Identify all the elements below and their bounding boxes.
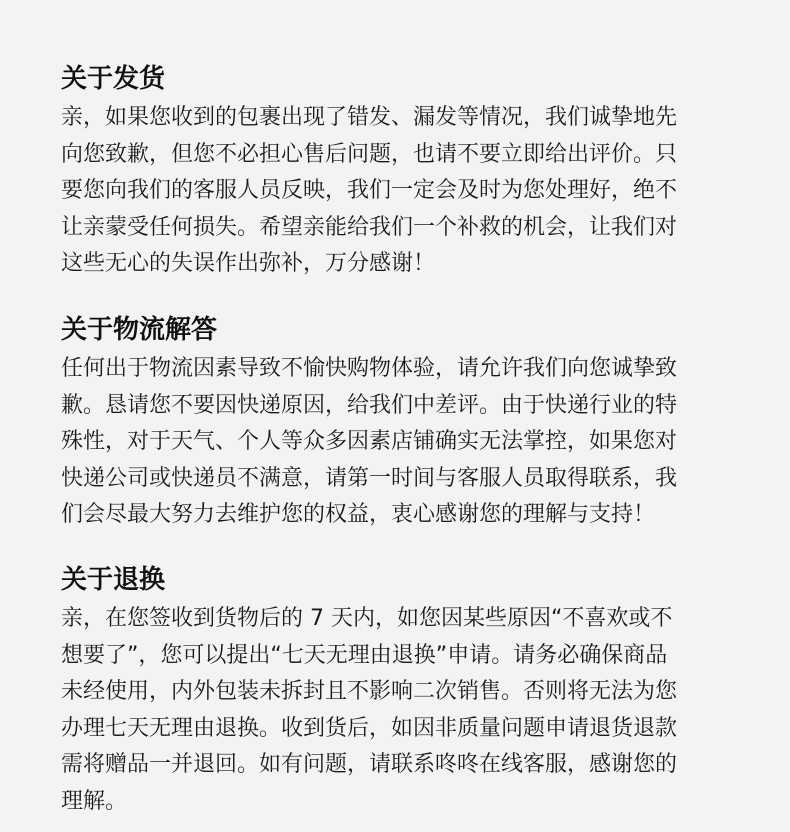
section-returns [61, 563, 741, 821]
text-line: 理解。 [61, 788, 128, 814]
section-body-shipping [61, 100, 741, 283]
text-line: 向您致歉，但您不必担心售后问题，也请不要立即给出评价。只 [61, 141, 678, 167]
text-line: 亲，如果您收到的包裹出现了错发、漏发等情况，我们诚挚地先 [61, 105, 678, 130]
section-title-returns: 关于退换 [61, 565, 166, 595]
text-line: 需将赠品一并退回。如有问题，请联系咚咚在线客服，感谢您的 [61, 752, 678, 778]
section-body-logistics [61, 351, 741, 534]
section-shipping [61, 62, 741, 283]
text-line: 殊性，对于天气、个人等众多因素店铺确实无法掌控，如果您对 [61, 429, 678, 455]
section-title-shipping: 关于发货 [61, 64, 166, 94]
text-line: 亲，在您签收到货物后的 7 天内，如您因某些原因“不喜欢或不 [61, 606, 673, 631]
text-line: 任何出于物流因素导致不愉快购物体验，请允许我们向您诚挚致 [61, 356, 678, 381]
section-logistics [61, 313, 741, 534]
text-line: 未经使用，内外包装未拆封且不影响二次销售。否则将无法为您 [61, 679, 678, 705]
text-line: 快递公司或快递员不满意，请第一时间与客服人员取得联系，我 [61, 465, 678, 491]
text-line: 歉。恳请您不要因快递原因，给我们中差评。由于快递行业的特 [61, 392, 678, 418]
text-line: 这些无心的失误作出弥补，万分感谢！ [61, 251, 436, 277]
text-line: 要您向我们的客服人员反映，我们一定会及时为您处理好，绝不 [61, 178, 678, 204]
text-line: 办理七天无理由退换。收到货后，如因非质量问题申请退货退款 [61, 715, 678, 741]
section-title-logistics: 关于物流解答 [61, 315, 218, 345]
section-body-returns [61, 601, 741, 821]
text-line: 们会尽最大努力去维护您的权益，衷心感谢您的理解与支持！ [61, 502, 656, 528]
text-line: 让亲蒙受任何损失。希望亲能给我们一个补救的机会，让我们对 [61, 214, 678, 240]
text-line: 想要了”，您可以提出“七天无理由退换”申请。请务必确保商品 [61, 642, 668, 668]
